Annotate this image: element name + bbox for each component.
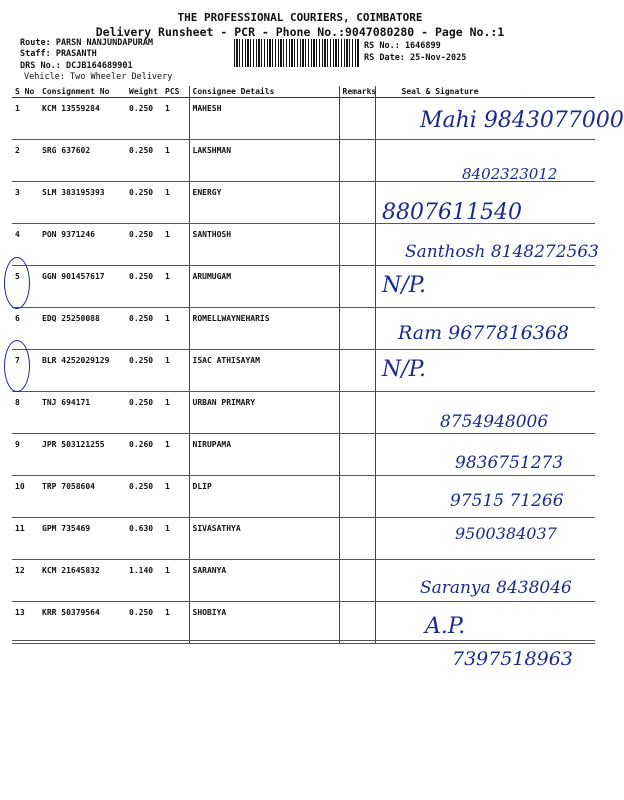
col-header: Weight <box>126 86 162 98</box>
signature-row-12: Saranya 8438046 <box>420 578 572 598</box>
cell-remarks <box>339 518 375 560</box>
cell-consignee: URBAN PRIMARY <box>189 392 339 434</box>
cell-sno: 8 <box>12 392 39 434</box>
rs-date: RS Date: 25-Nov-2025 <box>364 53 467 63</box>
col-header: Consignment No <box>39 86 126 98</box>
signature-row-4: Santhosh 8148272563 <box>405 242 599 262</box>
col-header: PCS <box>162 86 189 98</box>
table-row <box>12 602 595 644</box>
signature-row-9: 9836751273 <box>455 453 564 473</box>
cell-consignment: SRG 637602 <box>39 140 126 182</box>
cell-consignee: SANTHOSH <box>189 224 339 266</box>
cell-pcs: 1 <box>162 392 189 434</box>
cell-consignee: SHOBIYA <box>189 602 339 644</box>
cell-sno: 10 <box>12 476 39 518</box>
cell-sno: 3 <box>12 182 39 224</box>
col-header: Seal & Signature <box>375 86 595 98</box>
cell-consignee: ENERGY <box>189 182 339 224</box>
cell-consignment: KCM 13559284 <box>39 98 126 140</box>
cell-sno: 11 <box>12 518 39 560</box>
cell-remarks <box>339 560 375 602</box>
cell-pcs: 1 <box>162 182 189 224</box>
col-header: S No <box>12 86 39 98</box>
cell-weight: 0.250 <box>126 140 162 182</box>
cell-remarks <box>339 266 375 308</box>
cell-sno: 6 <box>12 308 39 350</box>
cell-remarks <box>339 602 375 644</box>
table-row <box>12 266 595 308</box>
document-title: THE PROFESSIONAL COURIERS, COIMBATORE <box>177 11 423 24</box>
cell-remarks <box>339 224 375 266</box>
cell-weight: 0.250 <box>126 392 162 434</box>
table-header-row <box>12 86 595 98</box>
drs-label: DRS No.: DCJB164689901 <box>20 61 133 71</box>
staff-label: Staff: PRASANTH <box>20 49 97 59</box>
cell-consignment: EDQ 25250088 <box>39 308 126 350</box>
signature-row-8: 8754948006 <box>440 412 549 432</box>
cell-consignee: SARANYA <box>189 560 339 602</box>
cell-consignment: TRP 7058604 <box>39 476 126 518</box>
cell-sno: 9 <box>12 434 39 476</box>
route-label: Route: PARSN NANJUNDAPURAM <box>20 38 154 48</box>
cell-remarks <box>339 434 375 476</box>
cell-consignment: TNJ 694171 <box>39 392 126 434</box>
cell-consignment: KRR 50379564 <box>39 602 126 644</box>
cell-consignment: SLM 383195393 <box>39 182 126 224</box>
cell-pcs: 1 <box>162 518 189 560</box>
cell-remarks <box>339 350 375 392</box>
cell-consignment: GGN 901457617 <box>39 266 126 308</box>
cell-remarks <box>339 98 375 140</box>
cell-pcs: 1 <box>162 308 189 350</box>
cell-weight: 0.250 <box>126 602 162 644</box>
signature-row-13-phone: 7397518963 <box>452 648 573 670</box>
cell-weight: 1.140 <box>126 560 162 602</box>
cell-remarks <box>339 392 375 434</box>
cell-weight: 0.250 <box>126 224 162 266</box>
document-subtitle: Delivery Runsheet - PCR - Phone No.:9047080280 - Page No.:1 <box>95 25 505 39</box>
vehicle-label: Vehicle: Two Wheeler Delivery <box>24 72 173 82</box>
cell-remarks <box>339 140 375 182</box>
cell-sno: 1 <box>12 98 39 140</box>
cell-consignment: BLR 4252029129 <box>39 350 126 392</box>
row-7-circle-mark <box>4 340 30 392</box>
cell-weight: 0.250 <box>126 266 162 308</box>
cell-pcs: 1 <box>162 98 189 140</box>
rs-number: RS No.: 1646899 <box>364 41 441 51</box>
cell-consignee: MAHESH <box>189 98 339 140</box>
signature-row-13: A.P. <box>425 614 466 639</box>
cell-sno: 4 <box>12 224 39 266</box>
cell-pcs: 1 <box>162 140 189 182</box>
signature-row-10: 97515 71266 <box>450 491 564 511</box>
cell-remarks <box>339 476 375 518</box>
cell-pcs: 1 <box>162 224 189 266</box>
cell-sno: 5 <box>12 266 39 308</box>
cell-sno: 7 <box>12 350 39 392</box>
signature-row-6: Ram 9677816368 <box>398 322 570 344</box>
signature-row-11: 9500384037 <box>455 524 557 543</box>
cell-remarks <box>339 182 375 224</box>
cell-pcs: 1 <box>162 476 189 518</box>
table-bottom-rule <box>12 640 595 641</box>
cell-weight: 0.630 <box>126 518 162 560</box>
cell-pcs: 1 <box>162 266 189 308</box>
signature-row-2: 8402323012 <box>462 165 558 183</box>
cell-weight: 0.250 <box>126 476 162 518</box>
cell-pcs: 1 <box>162 560 189 602</box>
cell-pcs: 1 <box>162 434 189 476</box>
cell-weight: 0.250 <box>126 98 162 140</box>
cell-sno: 2 <box>12 140 39 182</box>
cell-consignee: DLIP <box>189 476 339 518</box>
cell-weight: 0.260 <box>126 434 162 476</box>
cell-remarks <box>339 308 375 350</box>
cell-pcs: 1 <box>162 350 189 392</box>
cell-weight: 0.250 <box>126 350 162 392</box>
col-header: Consignee Details <box>189 86 339 98</box>
barcode <box>234 39 359 67</box>
cell-consignment: KCM 21645832 <box>39 560 126 602</box>
cell-consignee: ROMELLWAYNEHARIS <box>189 308 339 350</box>
cell-consignee: SIVASATHYA <box>189 518 339 560</box>
col-header: Remarks <box>339 86 375 98</box>
cell-consignee: ISAC ATHISAYAM <box>189 350 339 392</box>
signature-row-7: N/P. <box>382 357 426 382</box>
row-5-circle-mark <box>4 257 30 309</box>
cell-sno: 12 <box>12 560 39 602</box>
table-row <box>12 350 595 392</box>
cell-consignee: LAKSHMAN <box>189 140 339 182</box>
cell-consignment: PON 9371246 <box>39 224 126 266</box>
cell-consignee: ARUMUGAM <box>189 266 339 308</box>
signature-row-3: 8807611540 <box>382 200 522 225</box>
cell-pcs: 1 <box>162 602 189 644</box>
signature-row-1: Mahi 9843077000 <box>420 108 624 133</box>
cell-consignment: JPR 503121255 <box>39 434 126 476</box>
cell-signature <box>375 602 595 644</box>
cell-sno: 13 <box>12 602 39 644</box>
cell-weight: 0.250 <box>126 182 162 224</box>
signature-row-5: N/P. <box>382 273 426 298</box>
cell-consignee: NIRUPAMA <box>189 434 339 476</box>
cell-weight: 0.250 <box>126 308 162 350</box>
cell-consignment: GPM 735469 <box>39 518 126 560</box>
